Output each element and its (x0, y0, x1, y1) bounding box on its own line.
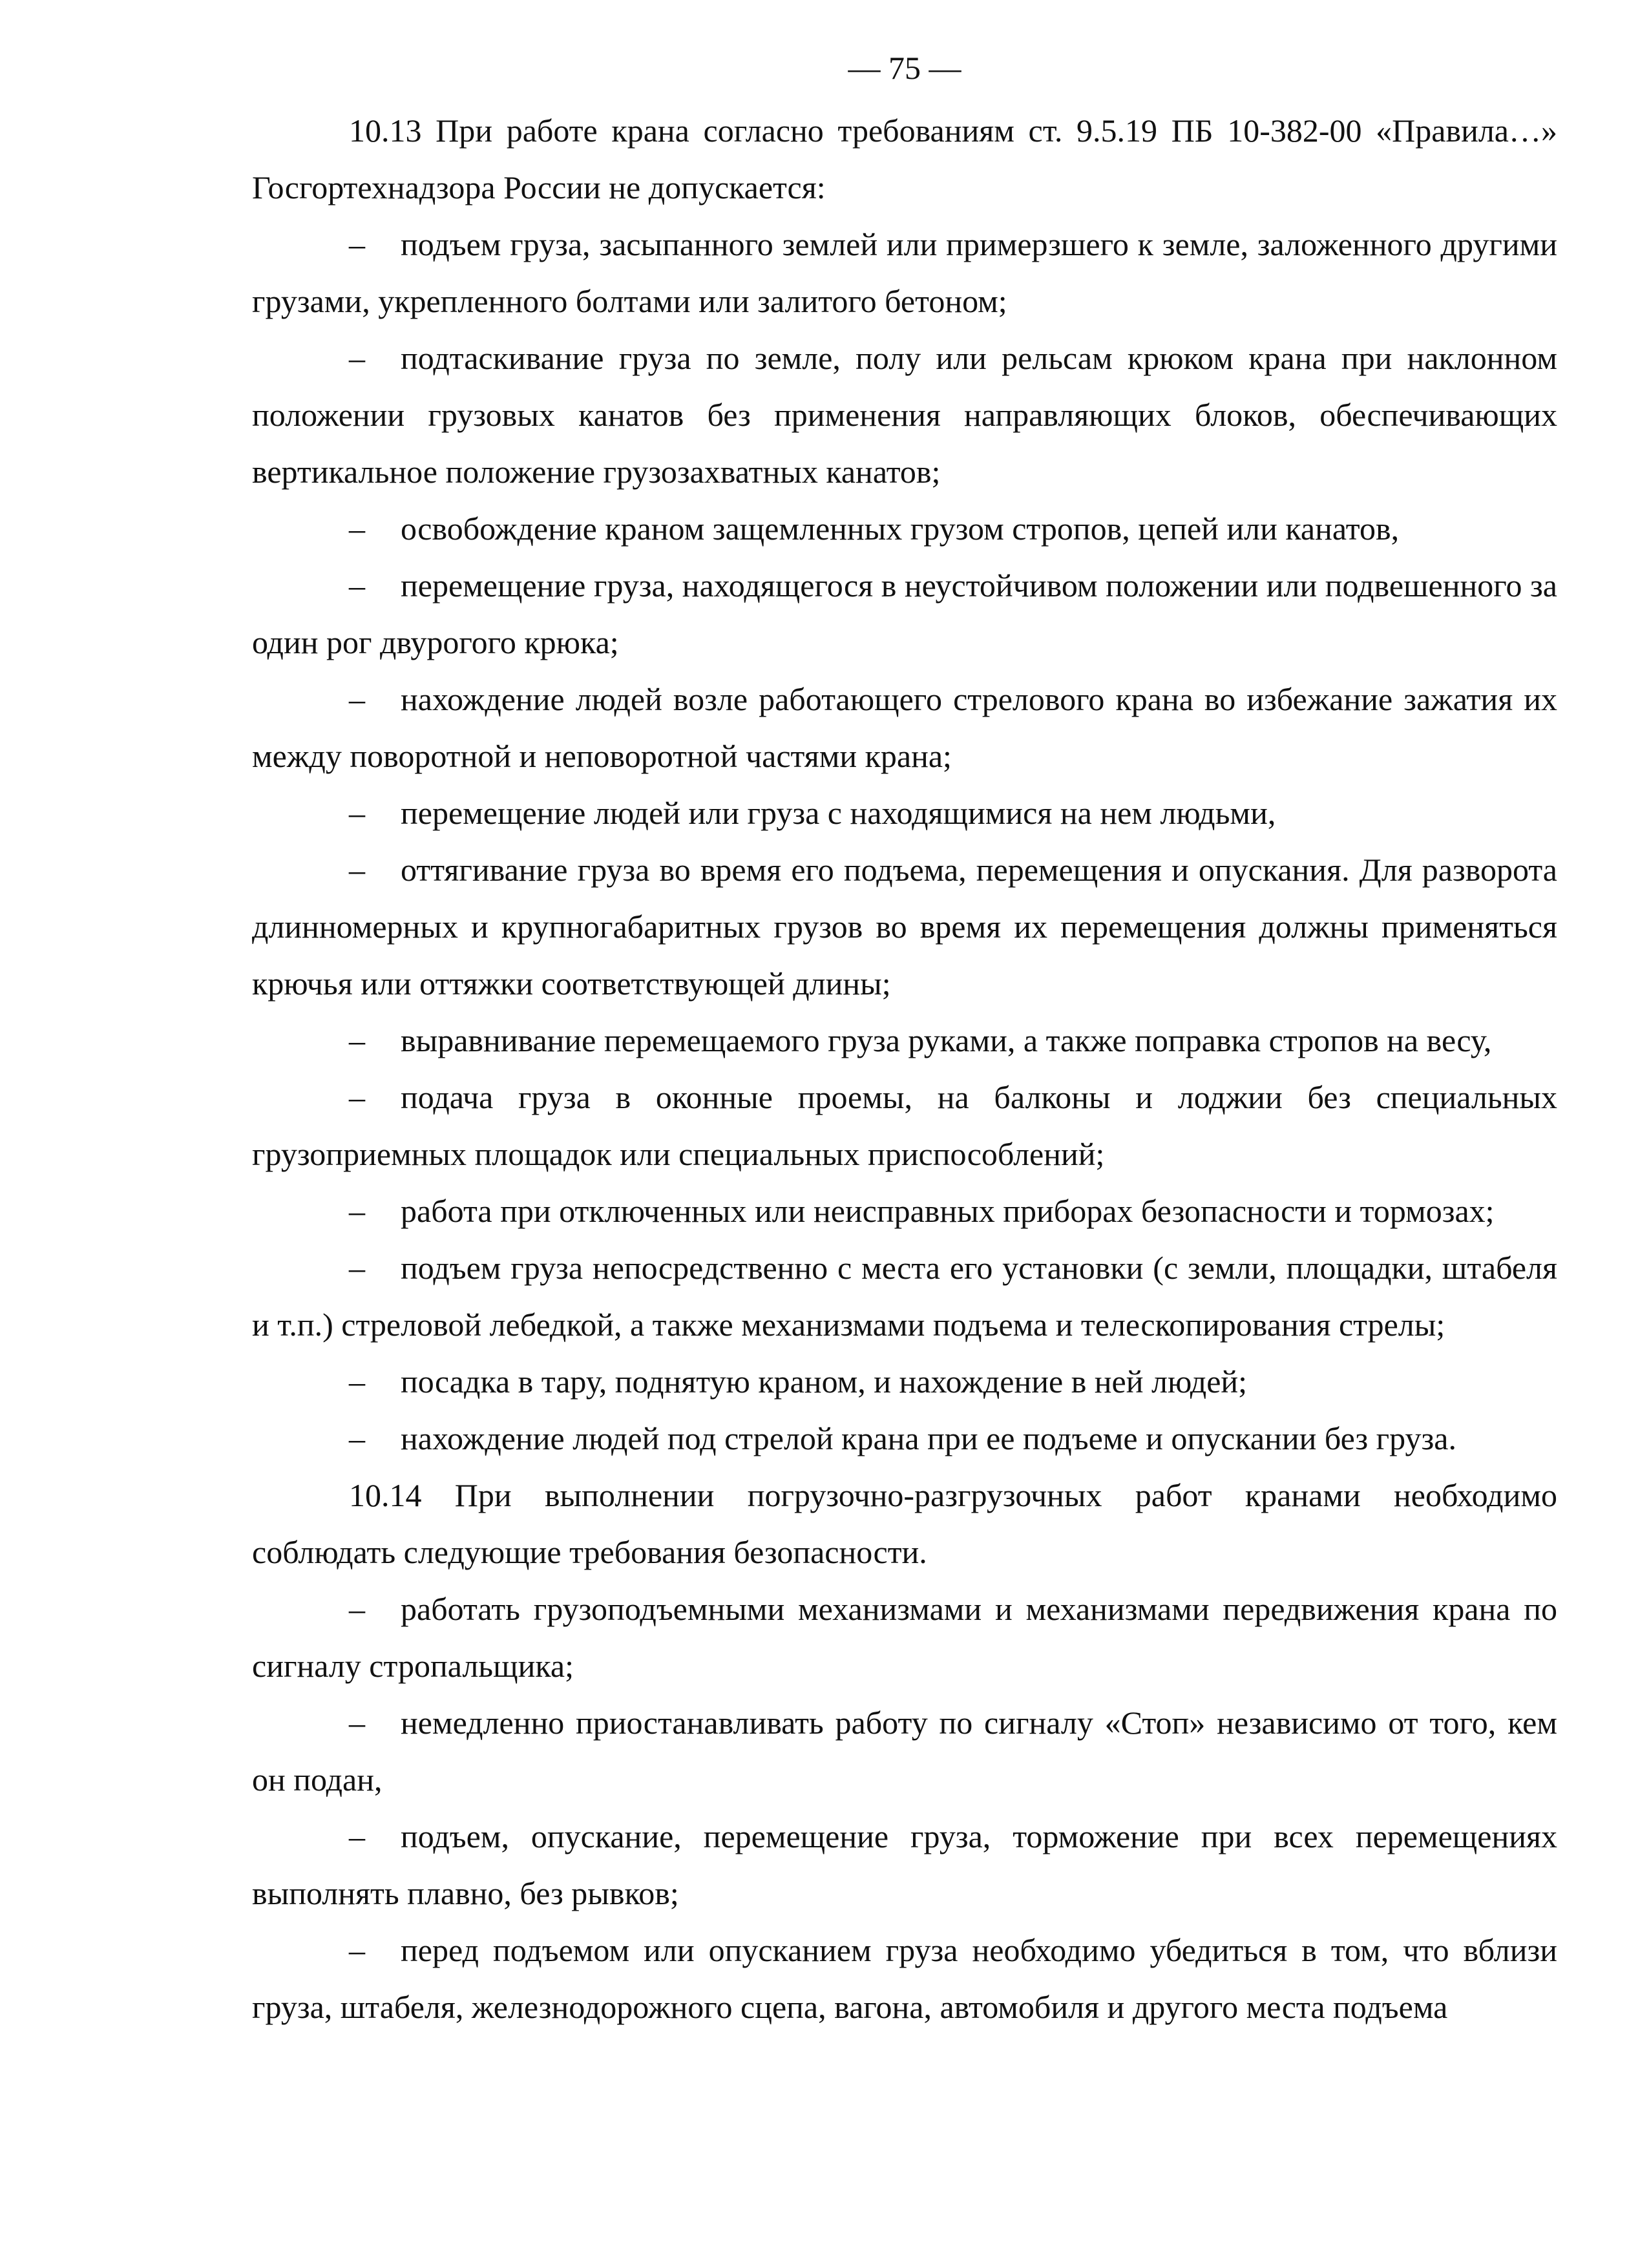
list-item (252, 216, 1557, 330)
list-item-text: выравнивание перемещаемого груза руками, а также поправка стропов на весу, (401, 1022, 1492, 1058)
list-dash: – (349, 1363, 365, 1400)
list-dash: – (349, 340, 365, 376)
list-item (252, 330, 1557, 500)
list-item (252, 1353, 1557, 1410)
list-dash: – (349, 1818, 365, 1854)
section-10-14-intro: 10.14 При выполнении погрузочно-разгрузочных работ кранами необходимо соблюдать следующие требования безопасности. (252, 1477, 1557, 1570)
list-dash: – (349, 1250, 365, 1286)
list-item (252, 784, 1557, 841)
list-item-text: нахождение людей под стрелой крана при ее подъеме и опускании без груза. (401, 1420, 1456, 1456)
list-item (252, 1012, 1557, 1069)
list-dash: – (349, 510, 365, 547)
list-item-text: подъем груза, засыпанного землей или примерзшего к земле, заложенного другими грузами, укрепленного болтами или залитого бетоном; (252, 226, 1557, 319)
list-dash: – (349, 1420, 365, 1456)
page-number: — 75 — (848, 50, 961, 86)
list-item-text: подача груза в оконные проемы, на балконы и лоджии без специальных грузоприемных площадок или специальных приспособлений; (252, 1079, 1557, 1172)
list-item (252, 1182, 1557, 1239)
list-item (252, 1410, 1557, 1467)
list-item (252, 1808, 1557, 1922)
list-item-text: подтаскивание груза по земле, полу или рельсам крюком крана при наклонном положении грузовых канатов без применения направляющих блоков, обеспечивающих вертикальное положение грузозахватных канатов; (252, 340, 1557, 490)
list-item (252, 1694, 1557, 1808)
list-item (252, 841, 1557, 1012)
list-item (252, 671, 1557, 784)
list-item-text: перед подъемом или опусканием груза необходимо убедиться в том, что вблизи груза, штабеля, железнодорожного сцепа, вагона, автомобиля и другого места подъема (252, 1932, 1557, 2025)
list-item (252, 1239, 1557, 1353)
list-item-text: оттягивание груза во время его подъема, перемещения и опускания. Для разворота длинномерных и крупногабаритных грузов во время их перемещения должны применяться крючья или оттяжки соответствующей длины; (252, 852, 1557, 1002)
list-item-text: перемещение людей или груза с находящимися на нем людьми, (401, 795, 1276, 831)
list-item (252, 1922, 1557, 2035)
list-item (252, 557, 1557, 671)
list-dash: – (349, 1022, 365, 1058)
list-dash: – (349, 795, 365, 831)
list-item (252, 500, 1557, 557)
list-item (252, 1069, 1557, 1182)
list-item-text: подъем груза непосредственно с места его установки (с земли, площадки, штабеля и т.п.) стреловой лебедкой, а также механизмами подъема и телескопирования стрелы; (252, 1250, 1557, 1343)
list-item-text: немедленно приостанавливать работу по сигналу «Стоп» независимо от того, кем он подан, (252, 1705, 1557, 1798)
list-dash: – (349, 1932, 365, 1968)
list-item-text: освобождение краном защемленных грузом стропов, цепей или канатов, (401, 510, 1400, 547)
list-dash: – (349, 681, 365, 717)
section-10-13-intro: 10.13 При работе крана согласно требованиям ст. 9.5.19 ПБ 10-382-00 «Правила…» Госгортехнадзора России не допускается: (252, 112, 1557, 205)
list-dash: – (349, 567, 365, 604)
list-dash: – (349, 1079, 365, 1115)
list-item (252, 1580, 1557, 1694)
list-item-text: работать грузоподъемными механизмами и механизмами передвижения крана по сигналу стропальщика; (252, 1591, 1557, 1684)
list-item-text: перемещение груза, находящегося в неустойчивом положении или подвешенного за один рог двурогого крюка; (252, 567, 1557, 660)
list-dash: – (349, 1193, 365, 1229)
list-item-text: посадка в тару, поднятую краном, и нахождение в ней людей; (401, 1363, 1248, 1400)
list-dash: – (349, 226, 365, 262)
document-page (252, 39, 1557, 2035)
list-dash: – (349, 1705, 365, 1741)
list-item-text: нахождение людей возле работающего стрелового крана во избежание зажатия их между поворотной и неповоротной частями крана; (252, 681, 1557, 774)
list-dash: – (349, 1591, 365, 1627)
list-dash: – (349, 852, 365, 888)
list-item-text: работа при отключенных или неисправных приборах безопасности и тормозах; (401, 1193, 1495, 1229)
list-item-text: подъем, опускание, перемещение груза, торможение при всех перемещениях выполнять плавно, без рывков; (252, 1818, 1557, 1911)
